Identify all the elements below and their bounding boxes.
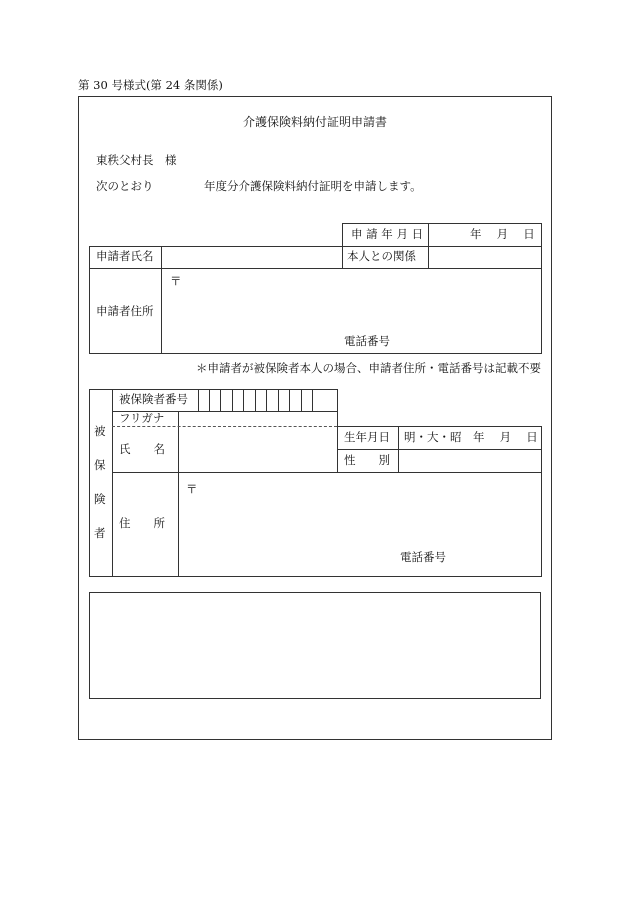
furigana-field[interactable]	[180, 412, 336, 425]
applicant-name-field[interactable]	[164, 248, 340, 266]
insured-side-label-1: 被	[94, 424, 106, 438]
gender-field[interactable]	[400, 451, 540, 471]
form-number: 第 30 号様式(第 24 条関係)	[78, 78, 223, 92]
request-suffix: 年度分介護保険料納付証明を申請します。	[204, 179, 422, 193]
insured-number-field[interactable]	[199, 390, 336, 410]
insured-side-label-3: 険	[94, 492, 106, 506]
insured-number-label: 被保険者番号	[119, 392, 188, 406]
insured-side-label-2: 保	[94, 458, 106, 472]
request-prefix: 次のとおり	[96, 179, 154, 193]
furigana-label: フリガナ	[119, 411, 165, 425]
gender-label: 性 別	[344, 453, 390, 467]
fiscal-year-field[interactable]	[176, 178, 200, 194]
insured-name-field[interactable]	[180, 428, 336, 471]
application-date-field[interactable]: 年 月 日	[470, 227, 535, 241]
relation-field[interactable]	[431, 248, 539, 266]
note: ＊申請者が被保険者本人の場合、申請者住所・電話番号は記載不要	[196, 361, 541, 375]
applicant-phone-label: 電話番号	[344, 334, 390, 348]
insured-name-label: 氏 名	[119, 442, 165, 456]
applicant-postal-mark: 〒	[170, 274, 182, 288]
insured-postal-mark: 〒	[186, 482, 198, 496]
insured-address-label: 住 所	[119, 516, 165, 530]
remarks-box[interactable]	[89, 592, 541, 699]
birth-date-field[interactable]: 明・大・昭 年 月 日	[404, 430, 538, 444]
insured-side-label-4: 者	[94, 526, 106, 540]
applicant-name-label: 申請者氏名	[96, 249, 154, 263]
relation-label: 本人との関係	[347, 249, 416, 263]
application-date-label: 申 請 年 月 日	[351, 227, 424, 241]
insured-phone-label: 電話番号	[400, 550, 446, 564]
insured-address-field[interactable]	[180, 474, 540, 575]
form-title: 介護保険料納付証明申請書	[242, 115, 387, 129]
applicant-address-label: 申請者住所	[96, 304, 154, 318]
birth-date-label: 生年月日	[344, 430, 390, 444]
addressee: 東秩父村長 様	[96, 153, 177, 167]
